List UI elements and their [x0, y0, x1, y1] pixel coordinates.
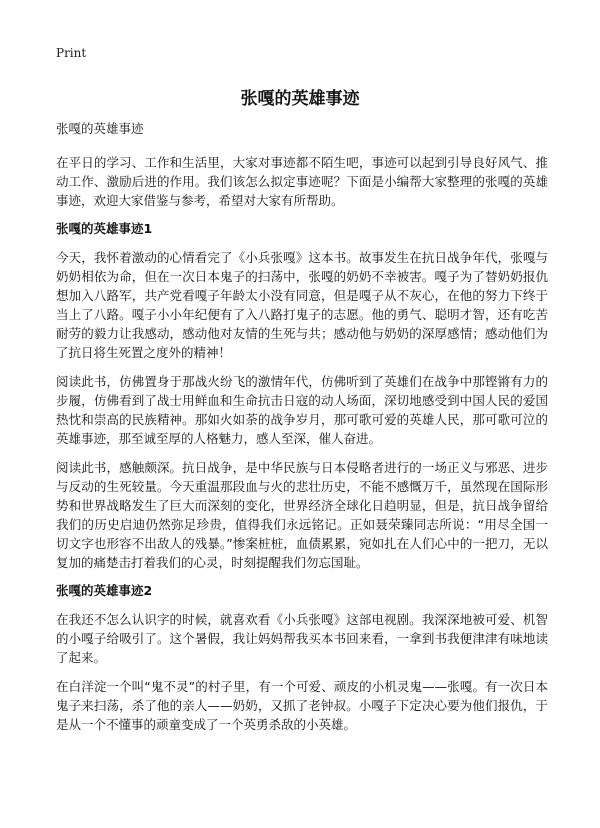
print-link[interactable]: Print: [56, 46, 87, 60]
section-heading: 张嘎的英雄事迹2: [56, 583, 153, 598]
intro-paragraph: 在平日的学习、工作和生活里，大家对事迹都不陌生吧，事迹可以起到引导良好风气、推动工作、激励后进的作用。我们该怎么拟定事迹呢？下面是小编帮大家整理的张嘎的英雄事迹，欢迎大家借鉴与参考，希望对大家有所帮助。: [56, 155, 548, 208]
paragraph: 阅读此书，感触颇深。抗日战争，是中华民族与日本侵略者进行的一场正义与邪恶、进步与反动的生死较量。今天重温那段血与火的悲壮历史，不能不感慨万千，虽然现在国际形势和世界战略发生了巨大而深刻的变化，世界经济全球化日趋明显，但是，抗日战争留给我们的历史启迪仍然弥足珍贵，值得我们永远铭记。正如聂荣臻同志所说：“用尽全国一切文字也形容不出敌人的残暴。”惨案桩桩，血债累累，宛如扎在人们心中的一把刀，无以复加的痛楚击打着我们的心灵，时刻提醒我们勿忘国耻。: [56, 460, 548, 570]
section-1: [56, 220, 548, 572]
section-2: [56, 582, 548, 734]
paragraph: 在白洋淀一个叫“鬼不灵”的村子里，有一个可爱、顽皮的小机灵鬼——张嘎。有一次日本鬼子来扫荡，杀了他的亲人——奶奶，又抓了老钟叔。小嘎子下定决心要为他们报仇，于是从一个不懂事的顽童变成了一个英勇杀敌的小英雄。: [56, 679, 548, 732]
section-heading: 张嘎的英雄事迹1: [56, 221, 153, 236]
article-body: [56, 120, 548, 744]
article-subtitle: 张嘎的英雄事迹: [56, 121, 144, 136]
page-title: 张嘎的英雄事迹: [240, 89, 360, 109]
paragraph: 阅读此书，仿佛置身于那战火纷飞的激情年代，仿佛听到了英雄们在战争中那铿锵有力的步履，仿佛看到了战士用鲜血和生命抗击日寇的动人场面，深切地感受到中国人民的爱国热忱和崇高的民族精神。那如火如荼的战争岁月，那可歌可爱的英雄人民，那可歌可泣的英雄事迹，那至诚至厚的人格魅力，感人至深，催人奋进。: [56, 374, 548, 446]
paragraph: 今天，我怀着激动的心情看完了《小兵张嘎》这本书。故事发生在抗日战争年代，张嘎与奶奶相依为命，但在一次日本鬼子的扫荡中，张嘎的奶奶不幸被害。嘎子为了替奶奶报仇想加入八路军，共产党看嘎子年龄太小没有同意，但是嘎子从不灰心，在他的努力下终于当上了八路。嘎子小小年纪便有了入八路打鬼子的志愿。他的勇气、聪明才智，还有吃苦耐劳的毅力让我感动，感动他对友情的生死与共；感动他与奶奶的深厚感情；感动他们为了抗日将生死置之度外的精神！: [56, 250, 548, 360]
paragraph: 在我还不怎么认识字的时候，就喜欢看《小兵张嘎》这部电视剧。我深深地被可爱、机智的小嘎子给吸引了。这个暑假，我让妈妈帮我买本书回来看，一拿到书我便津津有味地读了起来。: [56, 612, 548, 665]
